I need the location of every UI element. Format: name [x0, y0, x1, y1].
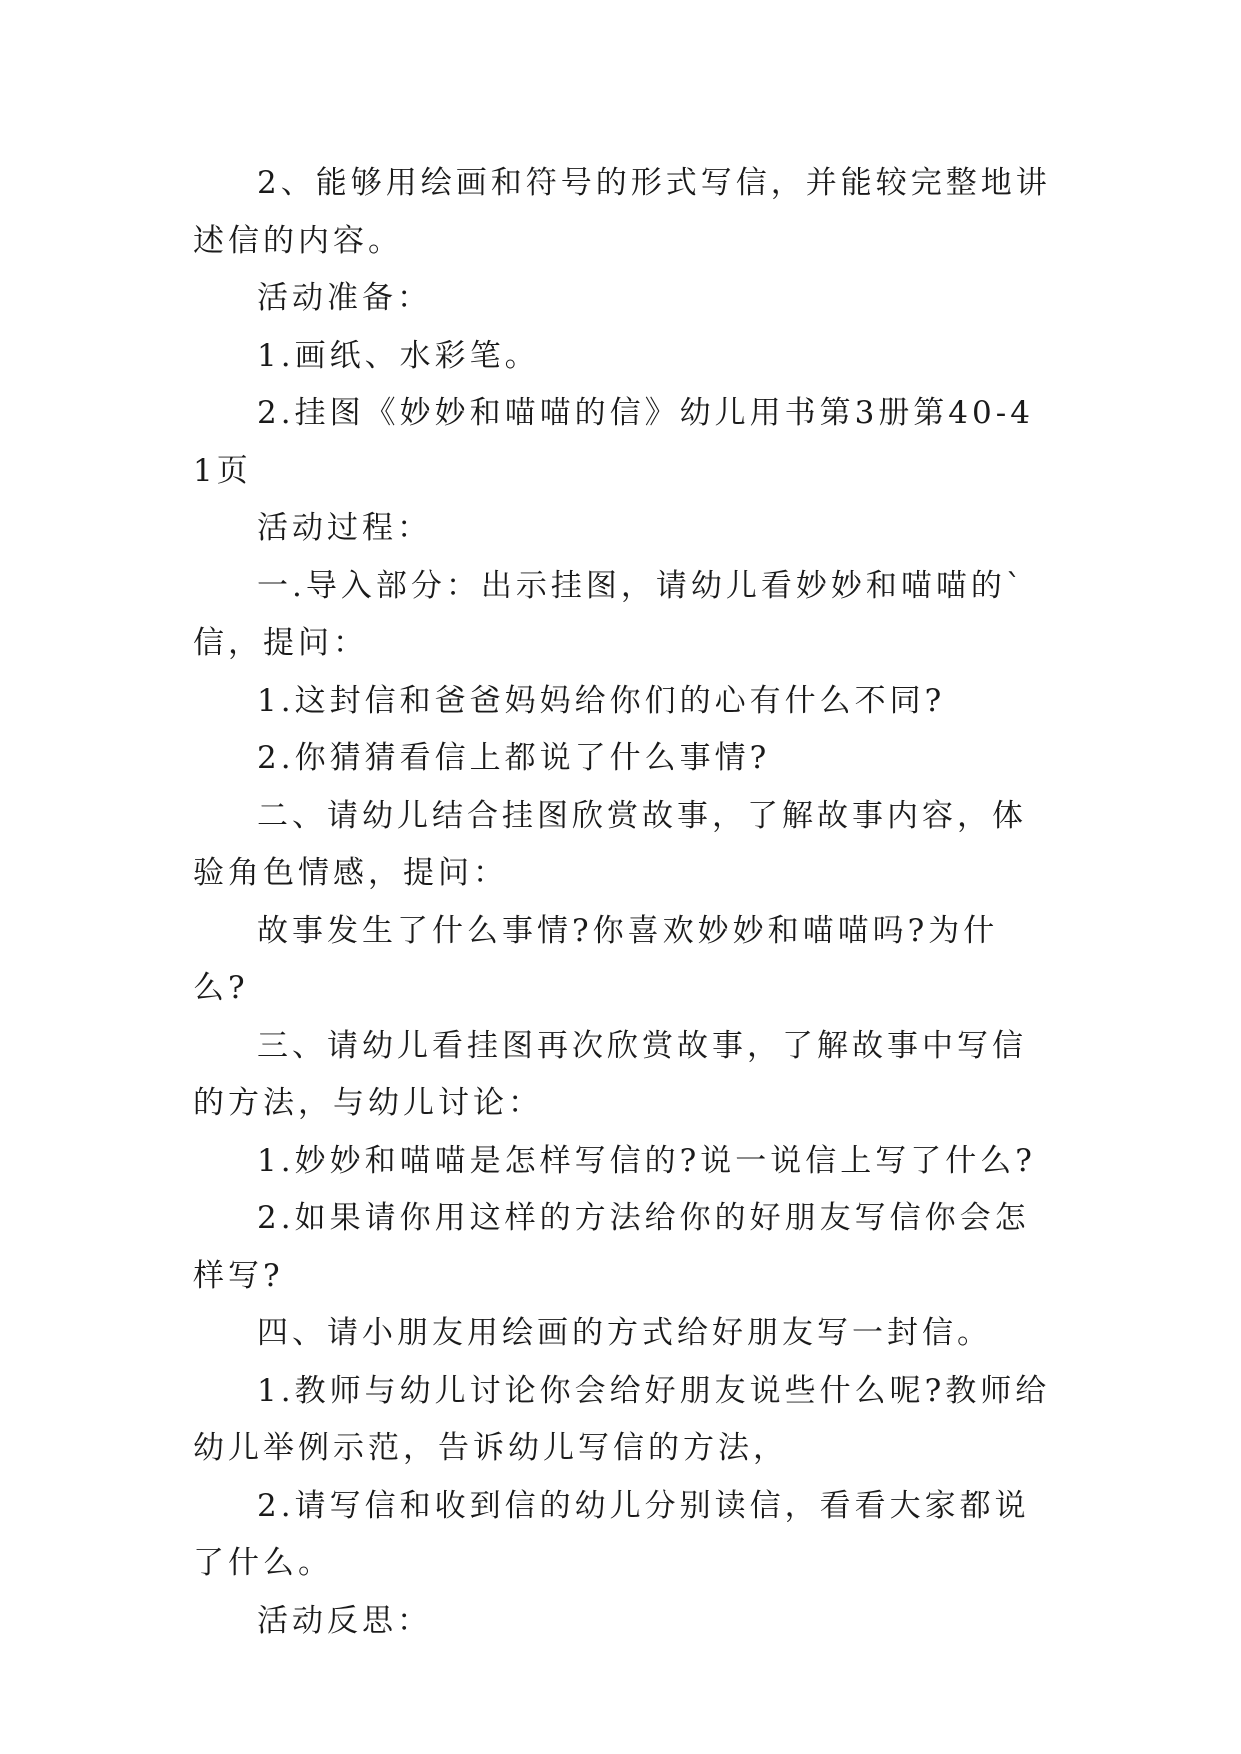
- paragraph-question-1: 1.这封信和爸爸妈妈给你们的心有什么不同?: [257, 682, 946, 719]
- paragraph-step-4: 四、请小朋友用绘画的方式给好朋友写一封信。: [257, 1315, 992, 1351]
- paragraph-question-2: 2.你猜猜看信上都说了什么事情?: [257, 740, 771, 776]
- heading-preparation: 活动准备：: [257, 280, 432, 316]
- paragraph-prep-2: 2.挂图《妙妙和喵喵的信》幼儿用书第3册第40-41页: [193, 395, 1034, 489]
- paragraph-discuss-2: 2.如果请你用这样的方法给你的好朋友写信你会怎样写?: [193, 1200, 1030, 1294]
- paragraph-discuss-1: 1.妙妙和喵喵是怎样写信的?说一说信上写了什么?: [257, 1142, 1036, 1179]
- paragraph-story-question: 故事发生了什么事情?你喜欢妙妙和喵喵吗?为什么?: [193, 912, 999, 1006]
- paragraph-prep-1: 1.画纸、水彩笔。: [257, 337, 540, 374]
- paragraph-step-2: 二、请幼儿结合挂图欣赏故事，了解故事内容，体验角色情感，提问：: [193, 797, 1027, 891]
- paragraph-teacher-2: 2.请写信和收到信的幼儿分别读信，看看大家都说了什么。: [193, 1487, 1030, 1581]
- heading-process: 活动过程：: [257, 510, 432, 546]
- paragraph-step-1: 一.导入部分：出示挂图，请幼儿看妙妙和喵喵的`信，提问：: [193, 567, 1026, 661]
- paragraph-objective-2: 2、能够用绘画和符号的形式写信，并能较完整地讲述信的内容。: [193, 165, 1051, 259]
- paragraph-step-3: 三、请幼儿看挂图再次欣赏故事，了解故事中写信的方法，与幼儿讨论：: [193, 1027, 1027, 1121]
- paragraph-teacher-1: 1.教师与幼儿讨论你会给好朋友说些什么呢?教师给幼儿举例示范，告诉幼儿写信的方法，: [193, 1372, 1051, 1466]
- heading-reflection: 活动反思：: [257, 1602, 432, 1639]
- document-body: [193, 155, 1053, 1650]
